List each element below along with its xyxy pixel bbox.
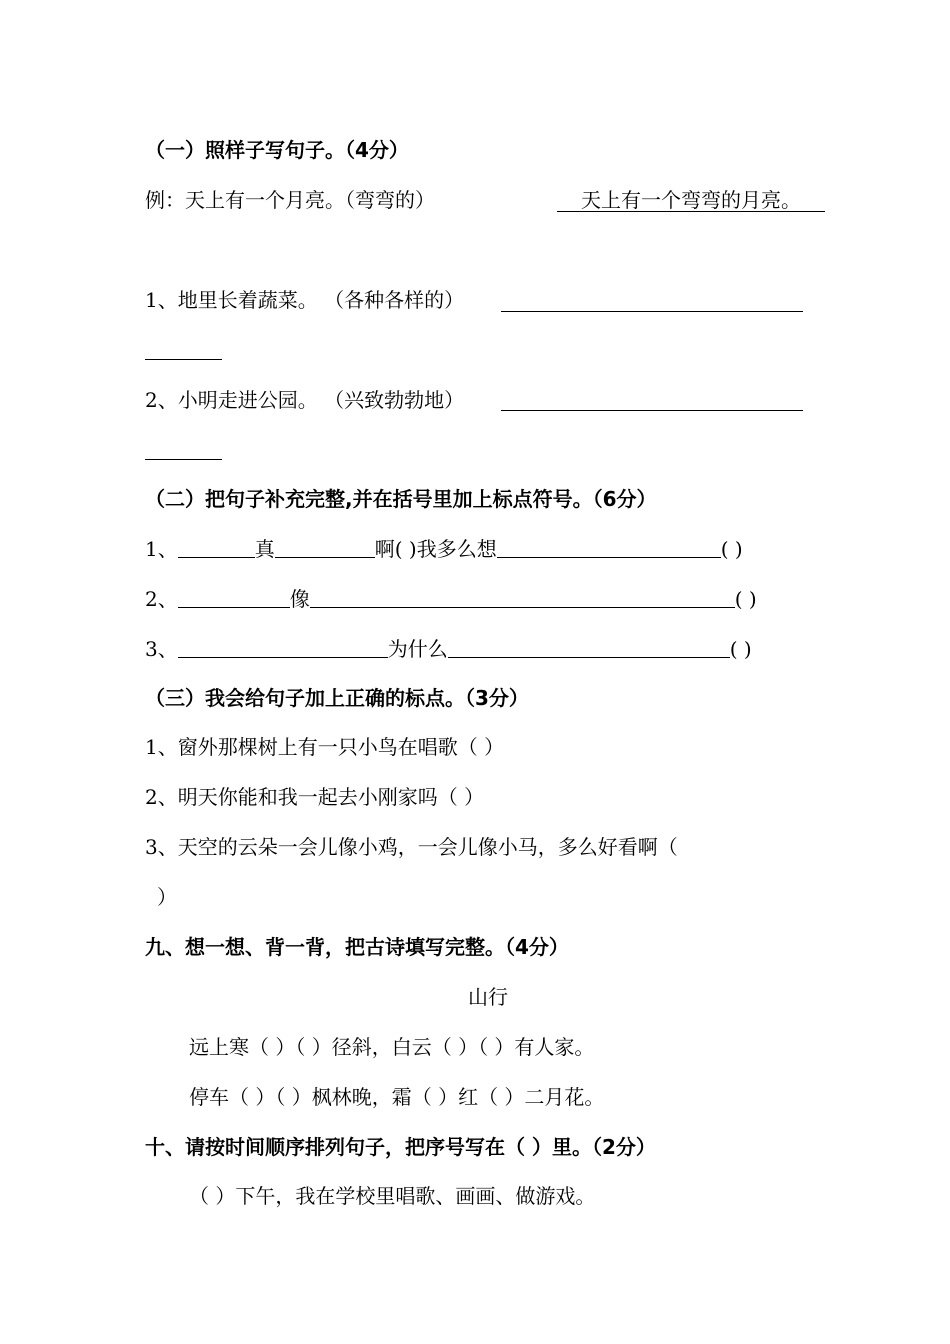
item-number: 3、: [145, 637, 178, 661]
section1-item-1-answer-line-cont[interactable]: [145, 359, 222, 360]
blank[interactable]: [448, 639, 730, 658]
word: 真: [254, 537, 275, 561]
word: 为什么: [387, 637, 448, 661]
section3-item-1: 1、窗外那棵树上有一只小鸟在唱歌（ ）: [145, 735, 505, 759]
poem-line-2: 停车（ ）（ ）枫林晚，霜（ ）红（ ）二月花。: [189, 1085, 605, 1109]
word: 像: [289, 587, 310, 611]
punct-parens[interactable]: ( ): [394, 537, 417, 561]
word: 啊: [374, 537, 395, 561]
section10-item-1: （ ）下午，我在学校里唱歌、画画、做游戏。: [189, 1184, 596, 1208]
blank[interactable]: [497, 539, 721, 558]
example-prefix: 例：天上有一个月亮。（弯弯的）: [145, 188, 435, 212]
section3-item-3: 3、天空的云朵一会儿像小鸡，一会儿像小马，多么好看啊（: [145, 835, 678, 859]
example-answer: 天上有一个弯弯的月亮。: [581, 188, 801, 212]
blank[interactable]: [178, 539, 255, 558]
section1-heading: （一）照样子写句子。（4分）: [145, 138, 409, 162]
section3-item-2: 2、明天你能和我一起去小刚家吗（ ）: [145, 785, 485, 809]
example-answer-underline: [557, 211, 825, 212]
section10-heading: 十、请按时间顺序排列句子，把序号写在（ ）里。（2分）: [145, 1135, 656, 1159]
section3-item-3-tail: ）: [157, 885, 177, 909]
section2-item-3: [145, 636, 752, 662]
item-number: 2、: [145, 587, 178, 611]
section2-item-2: [145, 586, 757, 612]
punct-parens[interactable]: ( ): [720, 537, 743, 561]
poem-line-1: 远上寒（ ）（ ）径斜，白云（ ）（ ）有人家。: [189, 1035, 595, 1059]
section1-item-2-answer-line[interactable]: [501, 410, 803, 411]
section1-item-1: 1、地里长着蔬菜。 （各种各样的）: [145, 288, 465, 312]
punct-parens[interactable]: ( ): [729, 637, 752, 661]
section2-heading: （二）把句子补充完整,并在括号里加上标点符号。（6分）: [145, 487, 657, 511]
item-number: 1、: [145, 537, 178, 561]
section2-item-1: [145, 536, 743, 562]
section1-item-2: 2、小明走进公园。 （兴致勃勃地）: [145, 388, 465, 412]
section1-item-2-answer-line-cont[interactable]: [145, 459, 222, 460]
blank[interactable]: [310, 589, 735, 608]
blank[interactable]: [178, 639, 388, 658]
blank[interactable]: [275, 539, 375, 558]
punct-parens[interactable]: ( ): [734, 587, 757, 611]
poem-title: 山行: [468, 985, 508, 1009]
section1-item-1-answer-line[interactable]: [501, 311, 803, 312]
blank[interactable]: [178, 589, 290, 608]
word: 我多么想: [416, 537, 497, 561]
section3-heading: （三）我会给句子加上正确的标点。（3分）: [145, 686, 529, 710]
section9-heading: 九、想一想、背一背，把古诗填写完整。（4分）: [145, 935, 569, 959]
